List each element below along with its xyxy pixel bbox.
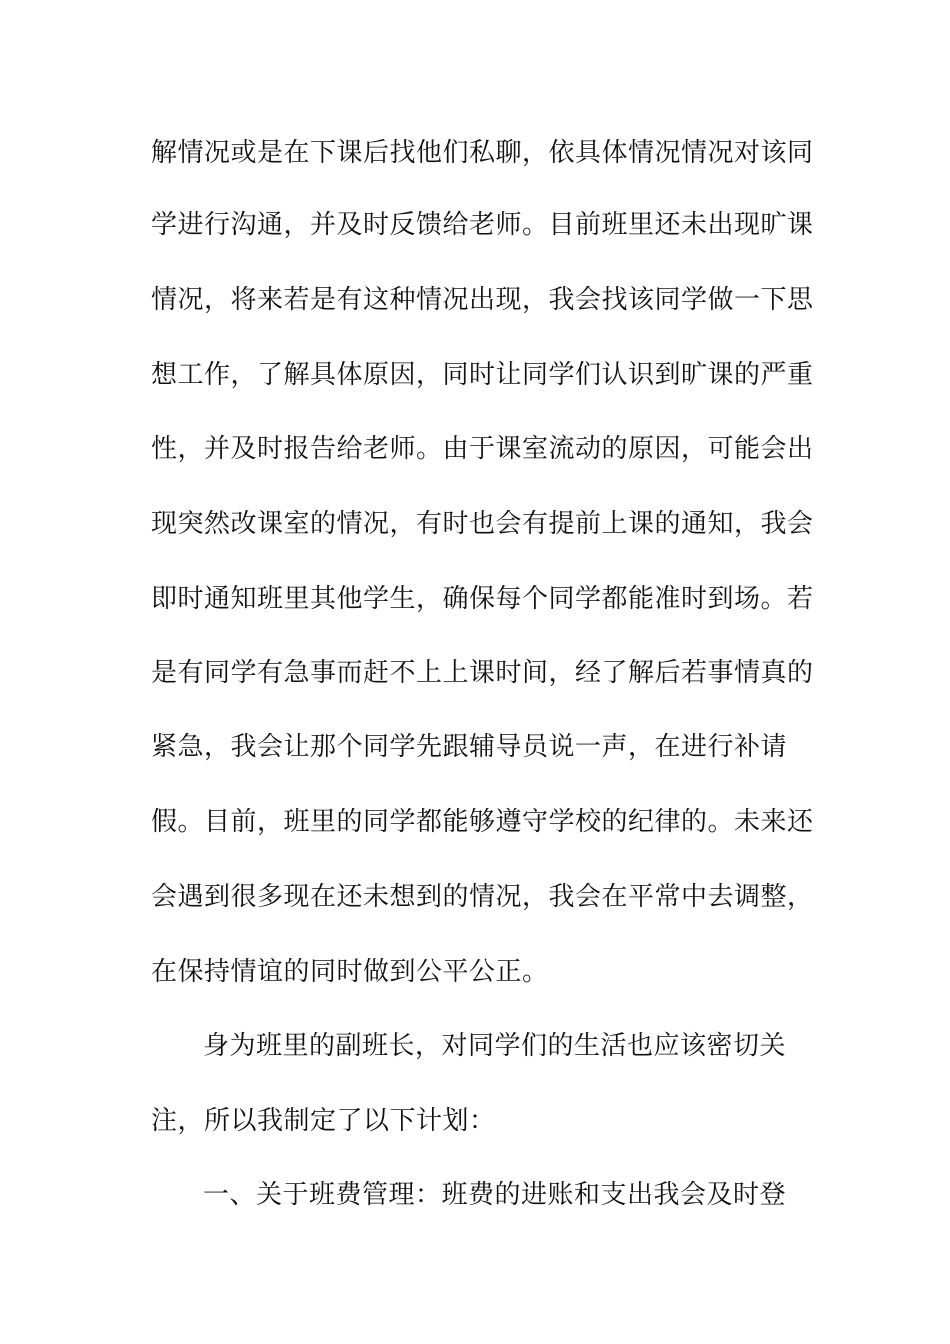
text-line-6: 现突然改课室的情况，有时也会有提前上课的通知，我会 [151, 509, 814, 539]
text-line-7: 即时通知班里其他学生，确保每个同学都能准时到场。若 [151, 584, 814, 614]
text-line-13: 身为班里的副班长，对同学们的生活也应该密切关 [203, 1031, 787, 1061]
text-line-10: 假。目前，班里的同学都能够遵守学校的纪律的。未来还 [151, 807, 814, 837]
text-line-4: 想工作，了解具体原因，同时让同学们认识到旷课的严重 [151, 360, 814, 390]
text-line-9: 紧急，我会让那个同学先跟辅导员说一声，在进行补请 [151, 732, 788, 762]
text-line-15: 一、关于班费管理：班费的进账和支出我会及时登 [203, 1180, 787, 1210]
text-line-5: 性，并及时报告给老师。由于课室流动的原因，可能会出 [151, 434, 814, 464]
text-line-11: 会遇到很多现在还未想到的情况，我会在平常中去调整， [151, 882, 814, 912]
text-line-8: 是有同学有急事而赶不上上课时间，经了解后若事情真的 [151, 658, 814, 688]
text-line-1: 解情况或是在下课后找他们私聊，依具体情况情况对该同 [151, 138, 814, 168]
text-line-12: 在保持情谊的同时做到公平公正。 [151, 957, 549, 987]
text-line-3: 情况，将来若是有这种情况出现，我会找该同学做一下思 [151, 285, 814, 315]
text-line-14: 注，所以我制定了以下计划： [151, 1106, 496, 1136]
text-line-2: 学进行沟通，并及时反馈给老师。目前班里还未出现旷课 [151, 210, 814, 240]
